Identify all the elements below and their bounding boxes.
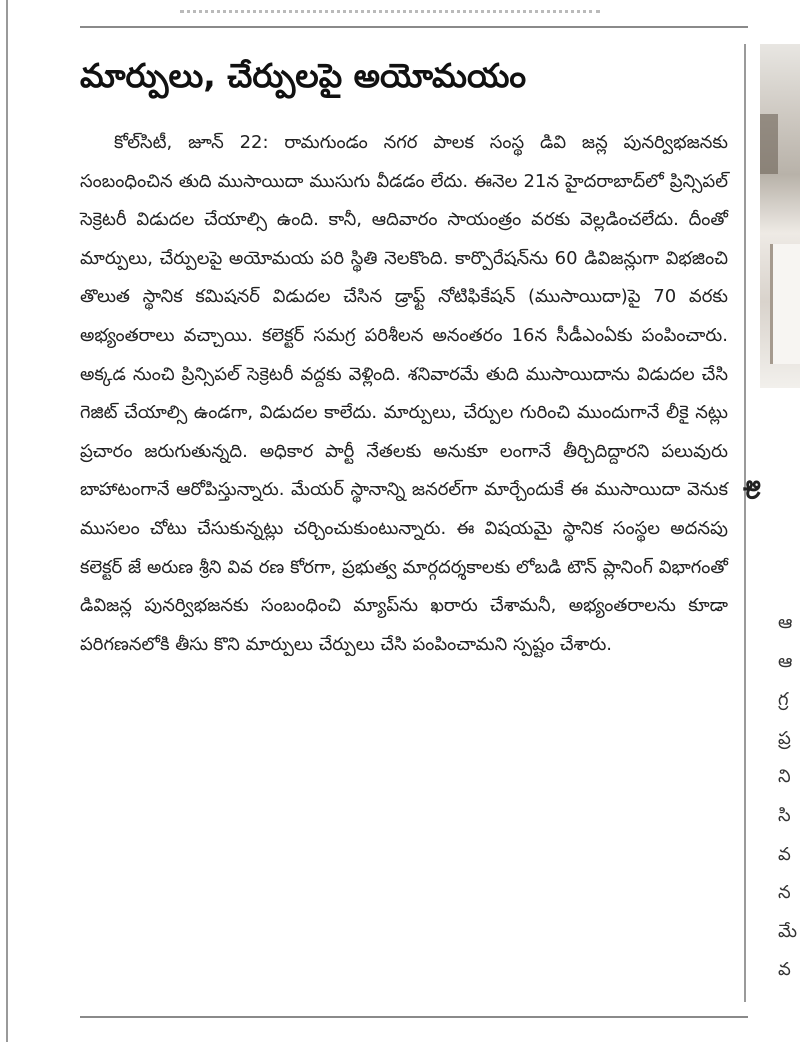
clipped-top-text xyxy=(180,0,600,13)
text-fragment: ని xyxy=(778,766,791,788)
article-headline: మార్పులు, చేర్పులపై అయోమయం xyxy=(80,56,527,95)
adjacent-article-headline-fragment: ఖ xyxy=(740,480,770,500)
text-fragment: మే xyxy=(778,920,798,942)
text-fragment: వ xyxy=(778,959,791,981)
article-body: కోల్‌సిటీ, జూన్ 22: రామగుండం నగర పాలక సంస్థ డివి జన్ల పునర్విభజనకు సంబంధించిన తుది ముసాయిదా ముసుగు వీడడం లేదు. ఈనెల 21న హైదరాబాద్‌లో ప్రిన్సిపల్ సెక్రెటరీ విడుదల చేయాల్సి ఉంది. కానీ, ఆదివారం సాయంత్రం వరకు వెల్లడించలేదు. దీంతో మార్పులు, చేర్పులపై అయోమయ పరి స్థితి నెలకొంది. కార్పొరేషన్‌ను 60 డివిజన్లుగా విభజించి తొలుత స్థానిక కమిషనర్ విడుదల చేసిన డ్రాఫ్ట్ నోటిఫికేషన్ (ముసాయిదా)పై 70 వరకు అభ్యంతరాలు వచ్చాయి. కలెక్టర్ సమగ్ర పరిశీలన అనంతరం 16న సీడీఎంఏకు పంపించారు. అక్కడ నుంచి ప్రిన్సిపల్ సెక్రెటరీ వద్దకు వెళ్లింది. శనివారమే తుది ముసాయిదాను విడుదల చేసి గెజిట్ చేయాల్సి ఉండగా, విడుదల కాలేదు. మార్పులు, చేర్పుల గురించి ముందుగానే లీకై నట్లు ప్రచారం జరుగుతున్నది. అధికార పార్టీ నేతలకు అనుకూ లంగానే తీర్చిదిద్దారని పలువురు బాహాటంగానే ఆరోపిస్తున్నారు. మేయర్ స్థానాన్ని జనరల్‌గా మార్చేందుకే ఈ ముసాయిదా వెనుక ముసలం చోటు చేసుకున్నట్లు చర్చించుకుంటున్నారు. ఈ విషయమై స్థానిక సంస్థల అదనపు కలెక్టర్ జే అరుణ శ్రీని వివ రణ కోరగా, ప్రభుత్వ మార్గదర్శకాలకు లోబడి టౌన్ ప్లానింగ్ విభాగంతో డివిజన్ల పునర్విభజనకు సంబంధించి మ్యాప్‌ను ఖరారు చేశామనీ, అభ్యంతరాలను కూడా పరిగణనలోకి తీసు కొని మార్పులు చేర్పులు చేసి పంపించామని స్పష్టం చేశారు. xyxy=(80,132,728,655)
text-fragment: వ xyxy=(778,843,791,865)
photo-light-region xyxy=(770,244,800,364)
text-fragment: సి xyxy=(778,804,791,826)
clipped-photo xyxy=(760,44,800,388)
text-fragment: ప్ర xyxy=(778,727,791,749)
text-fragment: ఆ xyxy=(778,650,793,672)
photo-shadow-region xyxy=(760,114,778,174)
adjacent-article-text-fragments xyxy=(778,604,800,990)
column-divider xyxy=(744,44,746,1002)
bottom-divider-rule xyxy=(80,1016,748,1018)
text-fragment: గ్ర xyxy=(778,689,789,711)
text-fragment: ఆ xyxy=(778,612,793,633)
page-left-border xyxy=(6,0,8,1042)
text-fragment: న xyxy=(778,882,791,904)
news-article xyxy=(80,46,728,664)
top-divider-rule xyxy=(80,26,748,28)
